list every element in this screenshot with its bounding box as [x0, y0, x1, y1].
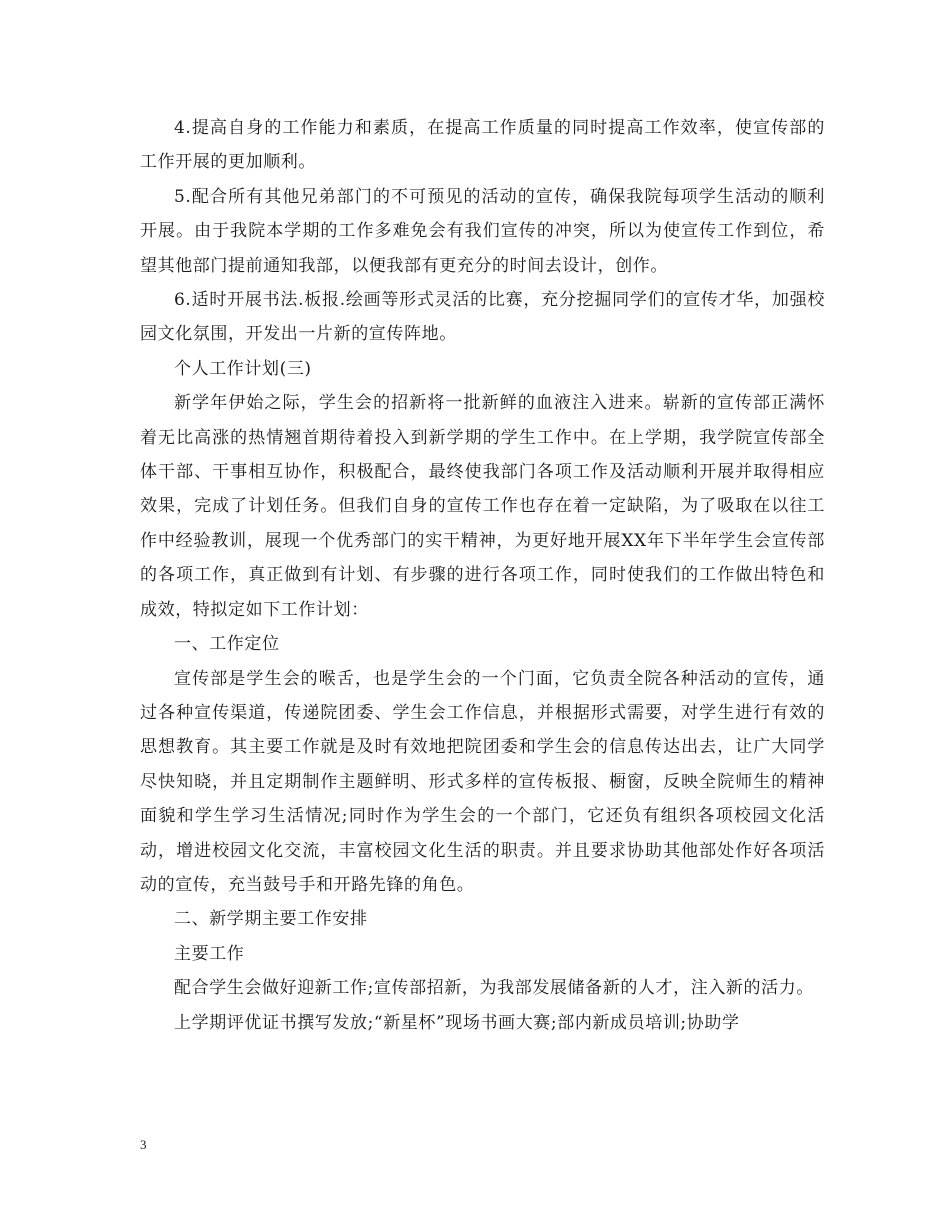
heading-work-arrangement: 二、新学期主要工作安排: [174, 909, 368, 930]
heading-work-positioning: 一、工作定位: [174, 634, 280, 655]
paragraph-item-5: 5.配合所有其他兄弟部门的不可预见的活动的宣传，确保我院每项学生活动的顺利开展。由于我院本学期的工作多难免会有我们宣传的冲突，所以为使宣传工作到位，希望其他部门提前通知我部，以便我部有更充分的时间去设计，创作。: [140, 186, 825, 276]
paragraph-item-6: 6.适时开展书法.板报.绘画等形式灵活的比赛，充分挖掘同学们的宣传才华，加强校园文化氛围，开发出一片新的宣传阵地。: [140, 290, 825, 345]
section-title: 个人工作计划(三): [174, 358, 312, 379]
main-work-paragraph-1: 配合学生会做好迎新工作;宣传部招新，为我部发展储备新的人才，注入新的活力。: [174, 978, 814, 999]
intro-paragraph: 新学年伊始之际，学生会的招新将一批新鲜的血液注入进来。崭新的宣传部正满怀着无比高涨的热情翘首期待着投入到新学期的学生工作中。在上学期，我学院宣传部全体干部、干事相互协作，积极配合，最终使我部门各项工作及活动顺利开展并取得相应效果，完成了计划任务。但我们自身的宣传工作也存在着一定缺陷，为了吸取在以往工作中经验教训，展现一个优秀部门的实干精神，为更好地开展XX年下半年学生会宣传部的各项工作，真正做到有计划、有步骤的进行各项工作，同时使我们的工作做出特色和成效，特拟定如下工作计划：: [140, 393, 825, 620]
paragraph-item-4: 4.提高自身的工作能力和素质，在提高工作质量的同时提高工作效率，使宣传部的工作开展的更加顺利。: [140, 118, 825, 173]
page-number: 3: [140, 1137, 147, 1152]
document-body: [140, 111, 825, 1040]
work-positioning-paragraph: 宣传部是学生会的喉舌，也是学生会的一个门面，它负责全院各种活动的宣传，通过各种宣传渠道，传递院团委、学生会工作信息，并根据形式需要，对学生进行有效的思想教育。其主要工作就是及时有效地把院团委和学生会的信息传达出去，让广大同学尽快知晓，并且定期制作主题鲜明、形式多样的宣传板报、橱窗，反映全院师生的精神面貌和学生学习生活情况;同时作为学生会的一个部门，它还负有组织各项校园文化活动，增进校园文化交流，丰富校园文化生活的职责。并且要求协助其他部处作好各项活动的宣传，充当鼓号手和开路先锋的角色。: [140, 668, 825, 895]
heading-main-work: 主要工作: [174, 943, 245, 964]
main-work-paragraph-2: 上学期评优证书撰写发放;“新星杯”现场书画大赛;部内新成员培训;协助学: [174, 1012, 740, 1033]
